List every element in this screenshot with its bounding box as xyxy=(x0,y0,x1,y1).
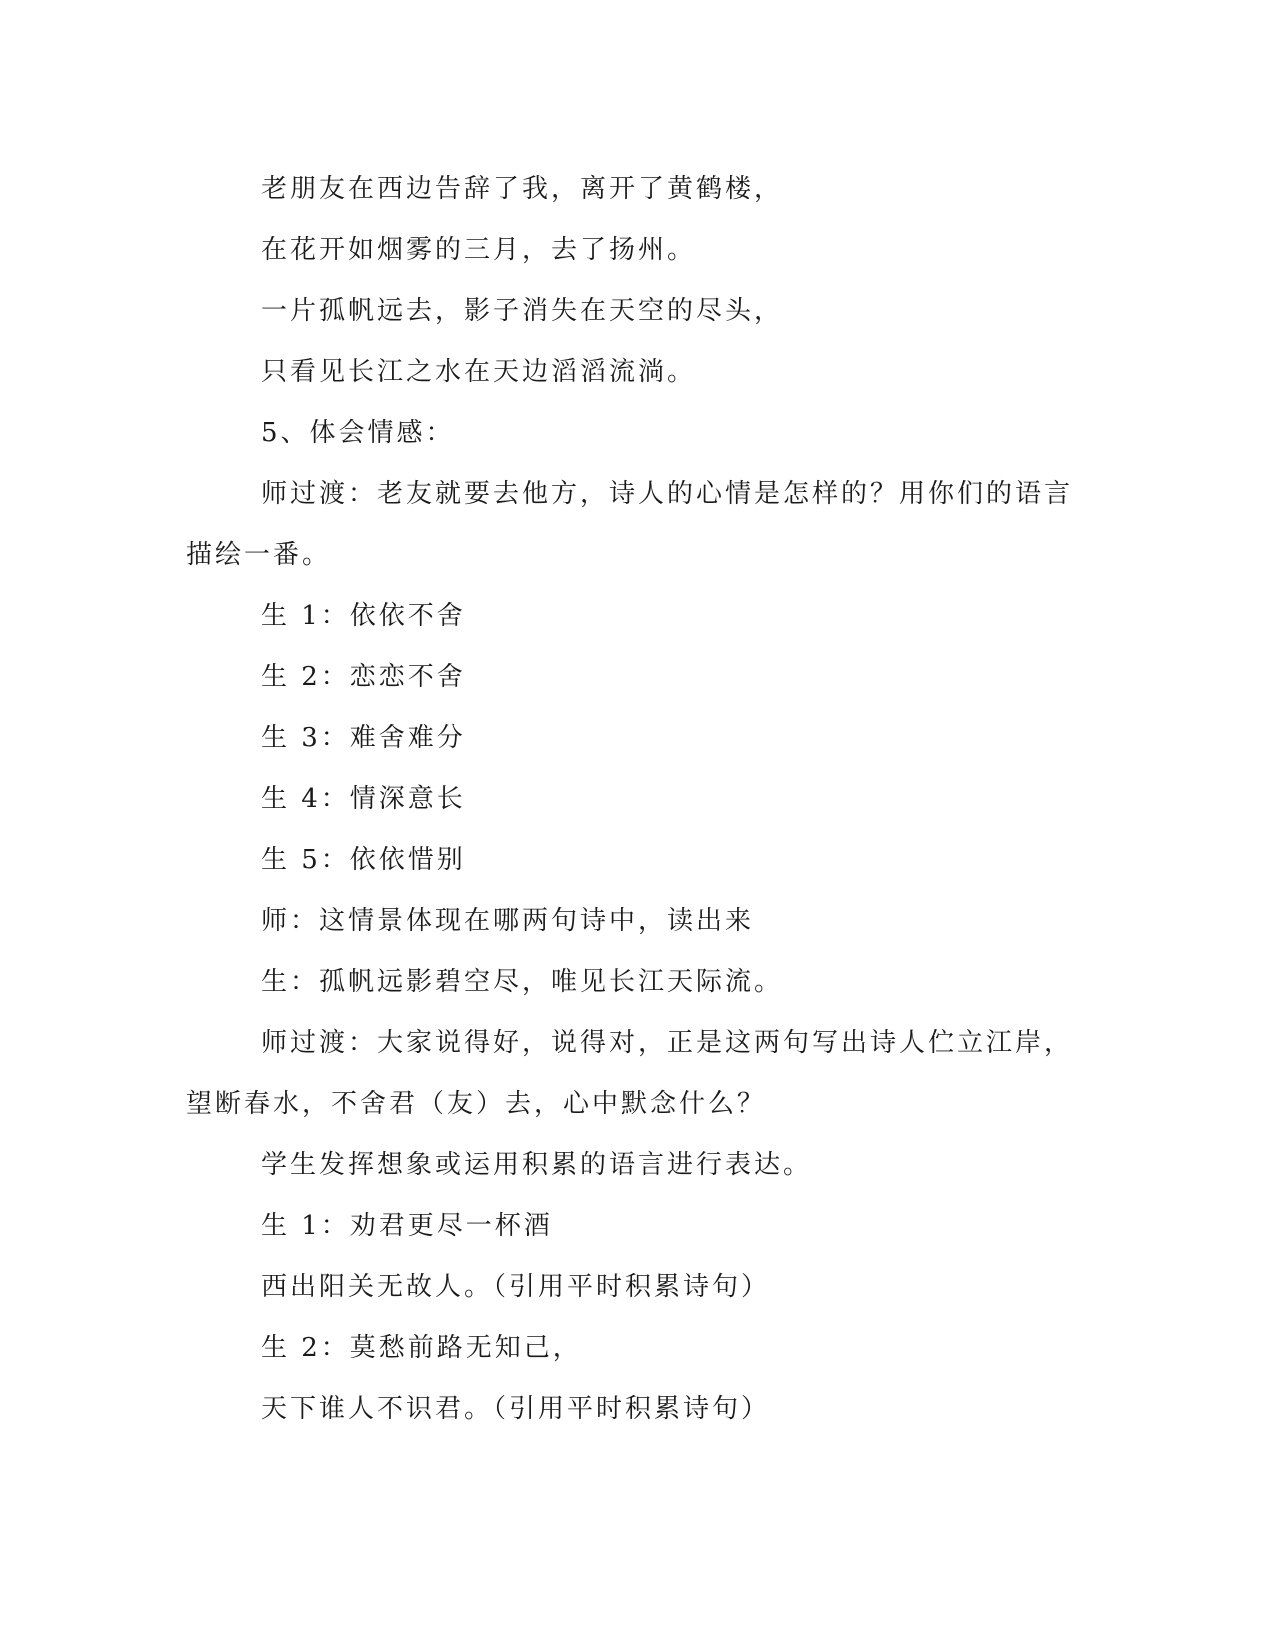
student-answer: 生：孤帆远影碧空尽，唯见长江天际流。 xyxy=(261,967,784,997)
teacher-line: 师：这情景体现在哪两句诗中，读出来 xyxy=(261,906,755,936)
student-answer: 生 5：依依惜别 xyxy=(261,845,466,875)
section-heading: 5、体会情感： xyxy=(261,418,455,448)
student-answer: 生 1：依依不舍 xyxy=(261,601,466,631)
paragraph-line: 师过渡：大家说得好，说得对，正是这两句写出诗人伫立江岸， xyxy=(261,1028,1074,1058)
paragraph-line: 老朋友在西边告辞了我，离开了黄鹤楼， xyxy=(261,174,784,204)
student-answer: 生 1：劝君更尽一杯酒 xyxy=(261,1211,553,1241)
poem-quote-line: 西出阳关无故人。（引用平时积累诗句） xyxy=(261,1272,771,1302)
paragraph-continuation: 望断春水，不舍君（友）去，心中默念什么？ xyxy=(186,1089,767,1119)
student-answer: 生 4：情深意长 xyxy=(261,784,466,814)
paragraph-line: 在花开如烟雾的三月，去了扬州。 xyxy=(261,235,697,265)
poem-quote-line: 天下谁人不识君。（引用平时积累诗句） xyxy=(261,1394,771,1424)
paragraph-line: 一片孤帆远去，影子消失在天空的尽头， xyxy=(261,296,784,326)
paragraph-continuation: 描绘一番。 xyxy=(186,540,332,570)
document-body xyxy=(186,159,1074,1440)
student-answer: 生 2：莫愁前路无知己， xyxy=(261,1333,582,1363)
paragraph-line: 只看见长江之水在天边滔滔流淌。 xyxy=(261,357,697,387)
student-answer: 生 3：难舍难分 xyxy=(261,723,466,753)
paragraph-line: 师过渡：老友就要去他方，诗人的心情是怎样的？用你们的语言 xyxy=(261,479,1074,509)
student-answer: 生 2：恋恋不舍 xyxy=(261,662,466,692)
paragraph-line: 学生发挥想象或运用积累的语言进行表达。 xyxy=(261,1150,813,1180)
